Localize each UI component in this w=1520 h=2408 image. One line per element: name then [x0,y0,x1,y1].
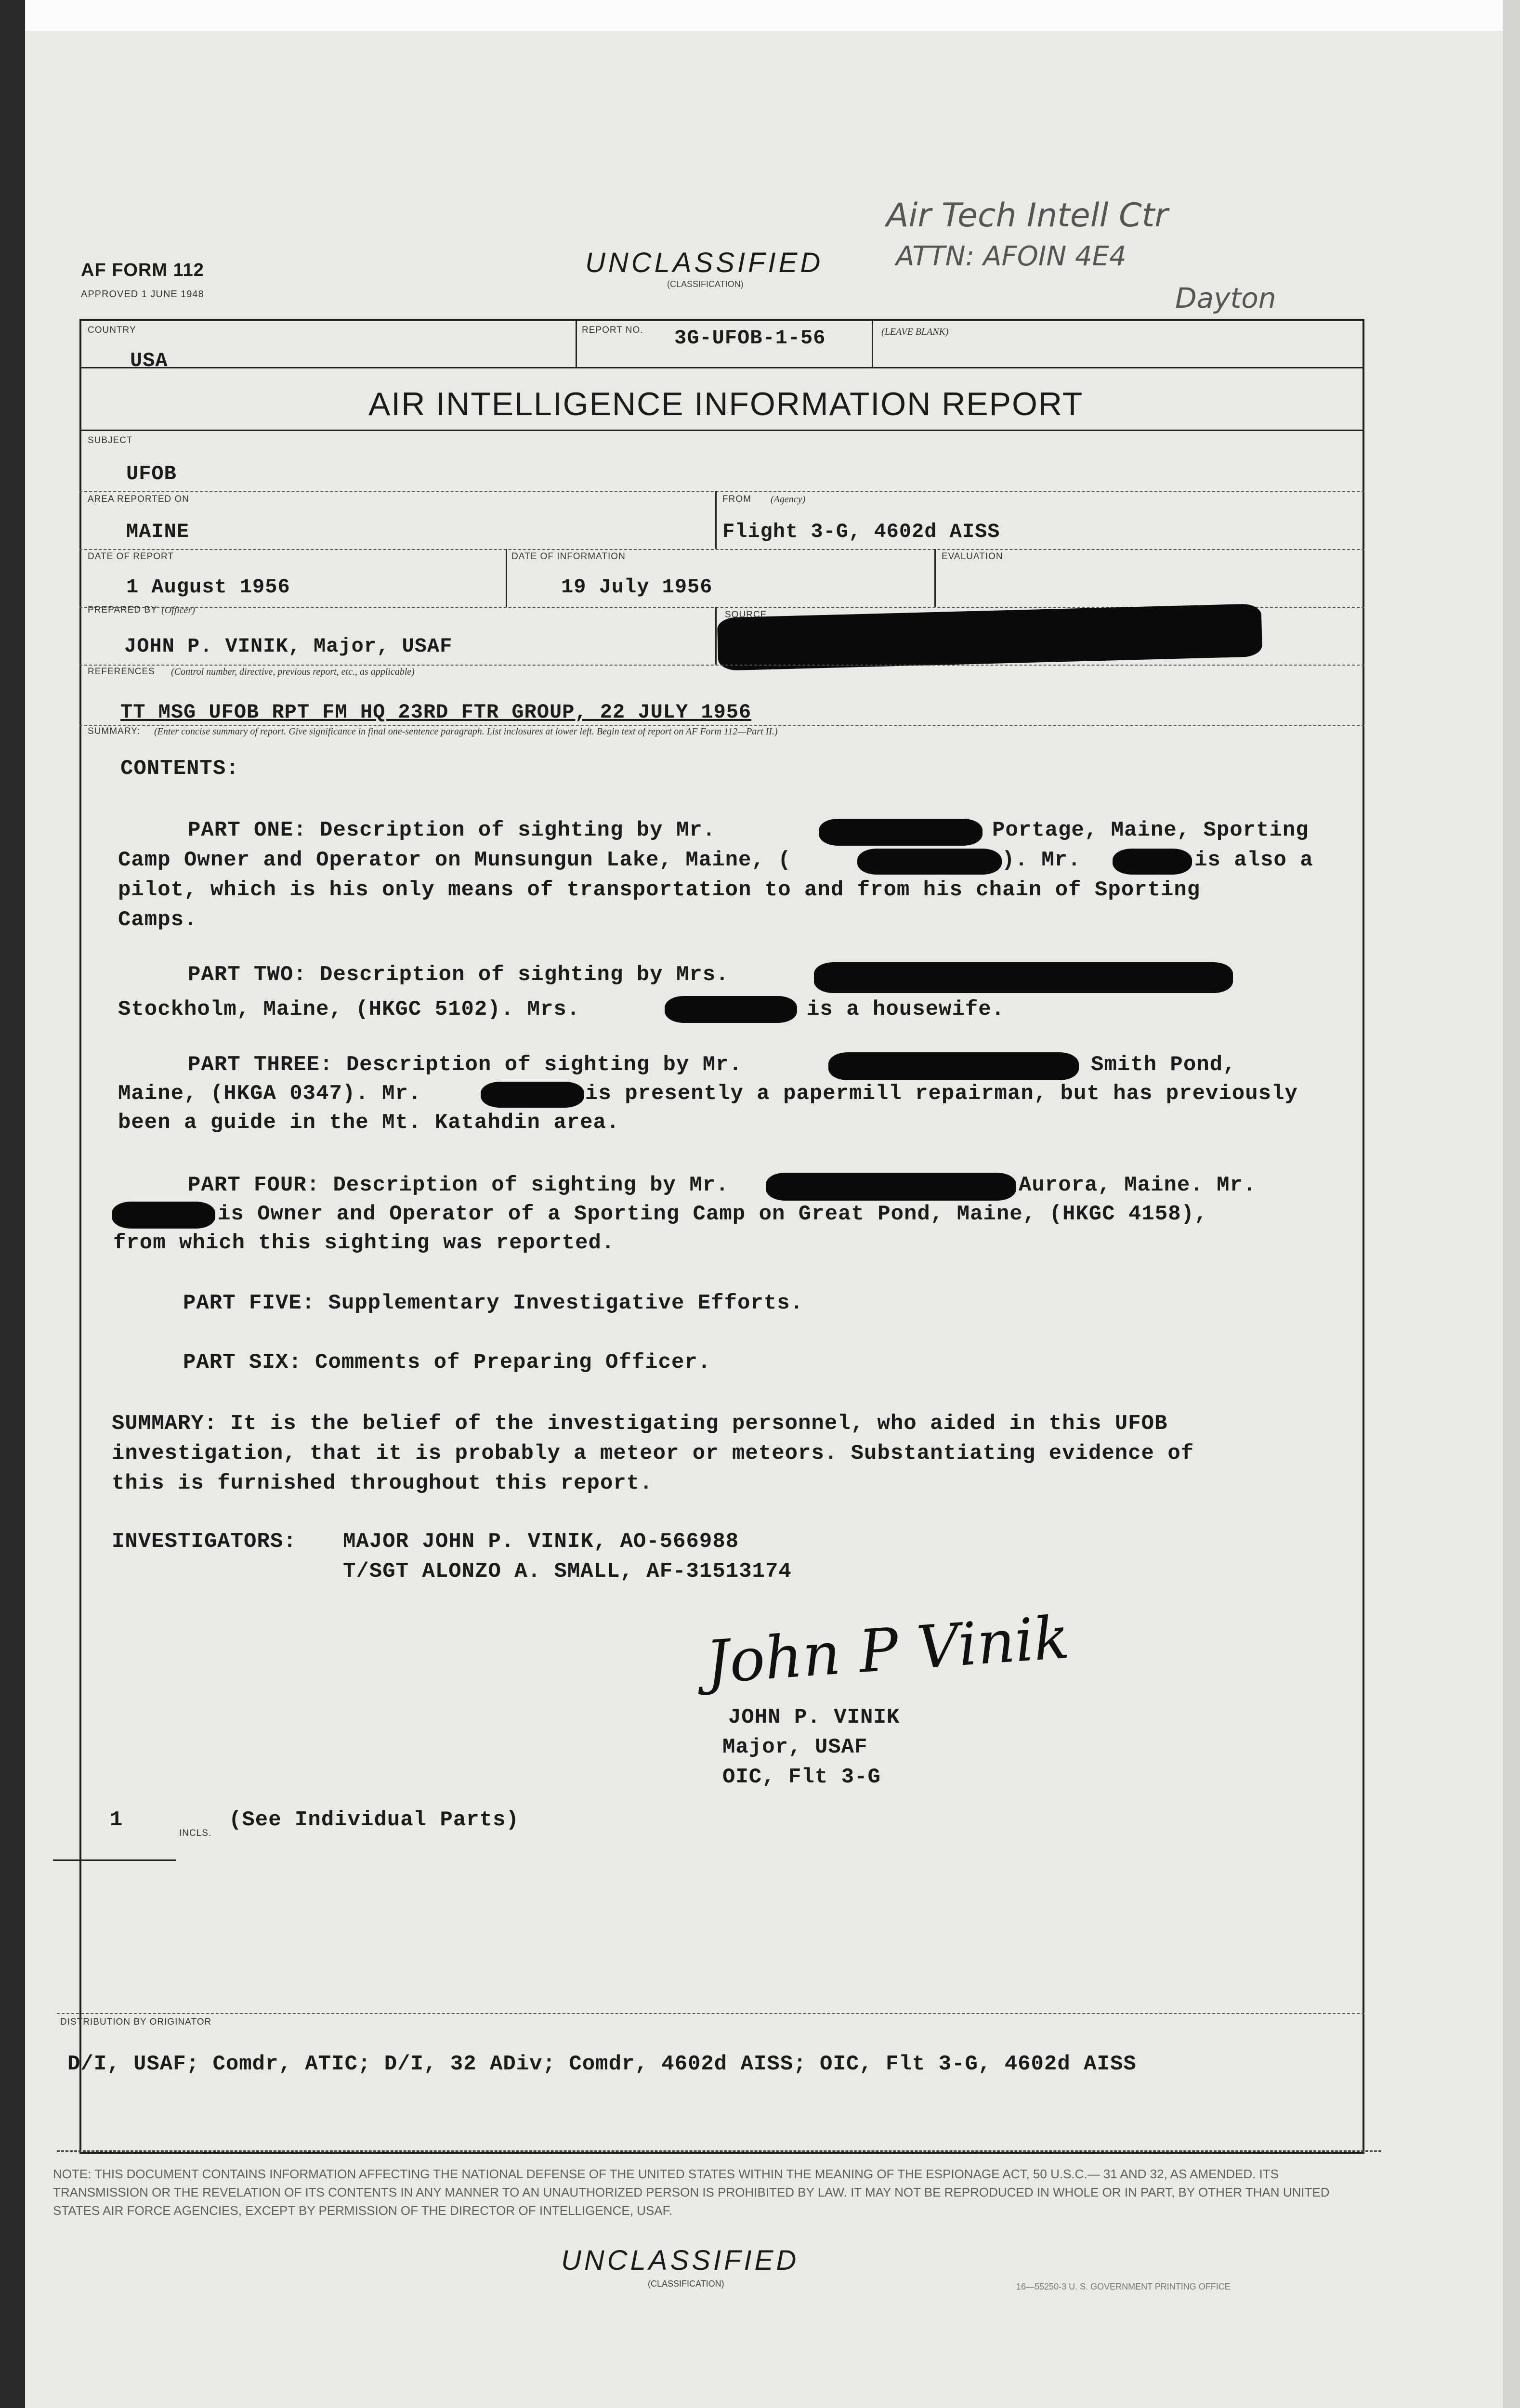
date-of-report-value: 1 August 1956 [126,576,290,599]
scan-right-edge [1503,0,1520,2408]
subject-value: UFOB [126,462,177,485]
signature-name: JOHN P. VINIK [728,1705,900,1729]
area-value: MAINE [126,520,190,543]
part-three-line-1-end: Smith Pond, [1091,1053,1236,1077]
signature-rank: Major, USAF [722,1735,868,1759]
summary-line-3: this is furnished throughout this report. [112,1471,653,1495]
classification-caption-bottom: (CLASSIFICATION) [648,2279,724,2289]
summary-hint: (Enter concise summary of report. Give significance in final one-sentence paragraph. List inclosures at lower left. Begin text of report on AF Form 112—Part II.) [154,726,778,737]
report-no-label: REPORT NO. [582,325,643,335]
frame-bottom-dashes [57,2136,1381,2152]
country-label: COUNTRY [88,325,136,335]
part-three-line-2-end: is presently a papermill repairman, but has previously [585,1082,1298,1106]
handwritten-routing-3: Dayton [1175,282,1276,314]
report-no-value: 3G-UFOB-1-56 [674,327,826,350]
area-label: AREA REPORTED ON [88,494,189,504]
from-value: Flight 3-G, 4602d AISS [722,520,1000,543]
redaction-part-four-name [766,1173,1016,1201]
part-two-line-1: PART TWO: Description of sighting by Mrs. [188,963,729,987]
paper-top-edge [0,0,1520,31]
inclosure-count: 1 [110,1808,123,1832]
part-one-line-4: Camps. [118,908,197,932]
from-agency-hint: (Agency) [771,494,806,505]
redaction-part-four-surname [112,1202,215,1229]
part-one-line-3: pilot, which is his only means of transportation to and from his chain of Sporting [118,878,1201,902]
date-of-information-value: 19 July 1956 [561,576,713,599]
classification-caption-top: (CLASSIFICATION) [667,279,744,289]
part-one-line-1-cont: Portage, Maine, Sporting [992,818,1309,842]
espionage-notice: NOTE: THIS DOCUMENT CONTAINS INFORMATION AFFECTING THE NATIONAL DEFENSE OF THE UNITED STATES WITHIN THE MEANING OF THE ESPIONAGE ACT, 50 U.S.C.— 31 AND 32, AS AMENDED. ITS TRANSMISSION OR THE REVELATION OF ITS CONTENTS IN ANY MANNER TO AN UNAUTHORIZED PERSON IS PROHIBITED BY LAW. IT MAY NOT BE REPRODUCED IN WHOLE OR IN PART, BY OTHER THAN UNITED STATES AIR FORCE AGENCIES, EXCEPT BY PERMISSION OF THE DIRECTOR OF INTELLIGENCE, USAF. [53,2167,1330,2218]
summary-line-2: investigation, that it is probably a meteor or meteors. Substantiating evidence of [112,1441,1194,1466]
part-three-line-3: been a guide in the Mt. Katahdin area. [118,1111,620,1135]
print-note: 16—55250-3 U. S. GOVERNMENT PRINTING OFFICE [1016,2282,1231,2291]
distribution-label: DISTRIBUTION BY ORIGINATOR [60,2017,212,2027]
subject-label: SUBJECT [88,435,133,445]
form-approved: APPROVED 1 JUNE 1948 [81,289,204,300]
prepared-by-hint: (Officer) [161,605,195,615]
redaction-part-three-surname [481,1082,584,1108]
part-one-line-2: Camp Owner and Operator on Munsungun Lake, Maine, ( [118,848,791,872]
form-id: AF FORM 112 [81,260,204,280]
part-four-line-3: from which this sighting was reported. [113,1231,615,1255]
part-five-line: PART FIVE: Supplementary Investigative Efforts. [183,1291,804,1315]
signature-script: John P Vinik [703,1603,1072,1697]
part-one-line-2-mid: ). Mr. [1002,848,1081,872]
references-value: TT MSG UFOB RPT FM HQ 23RD FTR GROUP, 22 JULY 1956 [120,701,752,724]
investigator-1: MAJOR JOHN P. VINIK, AO-566988 [343,1530,739,1554]
investigator-2: T/SGT ALONZO A. SMALL, AF-31513174 [343,1559,792,1584]
references-hint: (Control number, directive, previous report, etc., as applicable) [171,667,415,677]
date-of-report-label: DATE OF REPORT [88,551,174,562]
part-one-line-1: PART ONE: Description of sighting by Mr. [188,818,716,842]
inclosure-note: (See Individual Parts) [229,1808,519,1832]
date-of-information-label: DATE OF INFORMATION [511,551,626,562]
distribution-text: D/I, USAF; Comdr, ATIC; D/I, 32 ADiv; Comdr, 4602d AISS; OIC, Flt 3-G, 4602d AISS [67,2052,1137,2076]
report-title: AIR INTELLIGENCE INFORMATION REPORT [368,386,1084,422]
handwritten-routing-2: ATTN: AFOIN 4E4 [896,241,1127,272]
leave-blank-label: (LEAVE BLANK) [881,327,949,337]
contents-heading: CONTENTS: [120,757,239,781]
scan-left-edge [0,0,25,2408]
redaction-part-two-name [814,962,1233,993]
classification-bottom: UNCLASSIFIED [561,2245,799,2276]
evaluation-label: EVALUATION [942,551,1003,562]
part-four-line-1-end: Aurora, Maine. Mr. [1019,1173,1257,1197]
part-two-line-2: Stockholm, Maine, (HKGC 5102). Mrs. [118,997,580,1021]
investigators-label: INVESTIGATORS: [112,1530,297,1554]
prepared-by-label: PREPARED BY [88,605,157,615]
part-three-line-2: Maine, (HKGA 0347). Mr. [118,1082,422,1106]
part-four-line-2: is Owner and Operator of a Sporting Camp on Great Pond, Maine, (HKGC 4158), [218,1202,1208,1226]
redaction-part-three-name [828,1052,1079,1080]
redaction-part-one-coord [857,849,1002,875]
part-four-line-1: PART FOUR: Description of sighting by Mr. [188,1173,729,1197]
summary-line-1: SUMMARY: It is the belief of the investigating personnel, who aided in this UFOB [112,1412,1168,1436]
part-three-line-1: PART THREE: Description of sighting by Mr. [188,1053,742,1077]
references-label: REFERENCES [88,667,155,677]
from-label: FROM [722,494,751,504]
inclosure-label: INCLS. [179,1828,212,1838]
classification-top: UNCLASSIFIED [585,247,824,278]
source-label: SOURCE [725,610,767,620]
part-two-line-2-end: is a housewife. [807,997,1005,1021]
signature-post: OIC, Flt 3-G [722,1765,881,1789]
redaction-part-one-surname [1113,849,1192,875]
summary-label: SUMMARY: [88,726,141,736]
country-value: USA [130,349,168,372]
redaction-part-two-surname [665,996,797,1023]
part-one-line-2-end: is also a [1194,848,1313,872]
handwritten-routing-1: Air Tech Intell Ctr [886,196,1168,235]
part-six-line: PART SIX: Comments of Preparing Officer. [183,1350,711,1374]
prepared-by-value: JOHN P. VINIK, Major, USAF [124,635,453,658]
redaction-part-one-name [819,819,983,846]
